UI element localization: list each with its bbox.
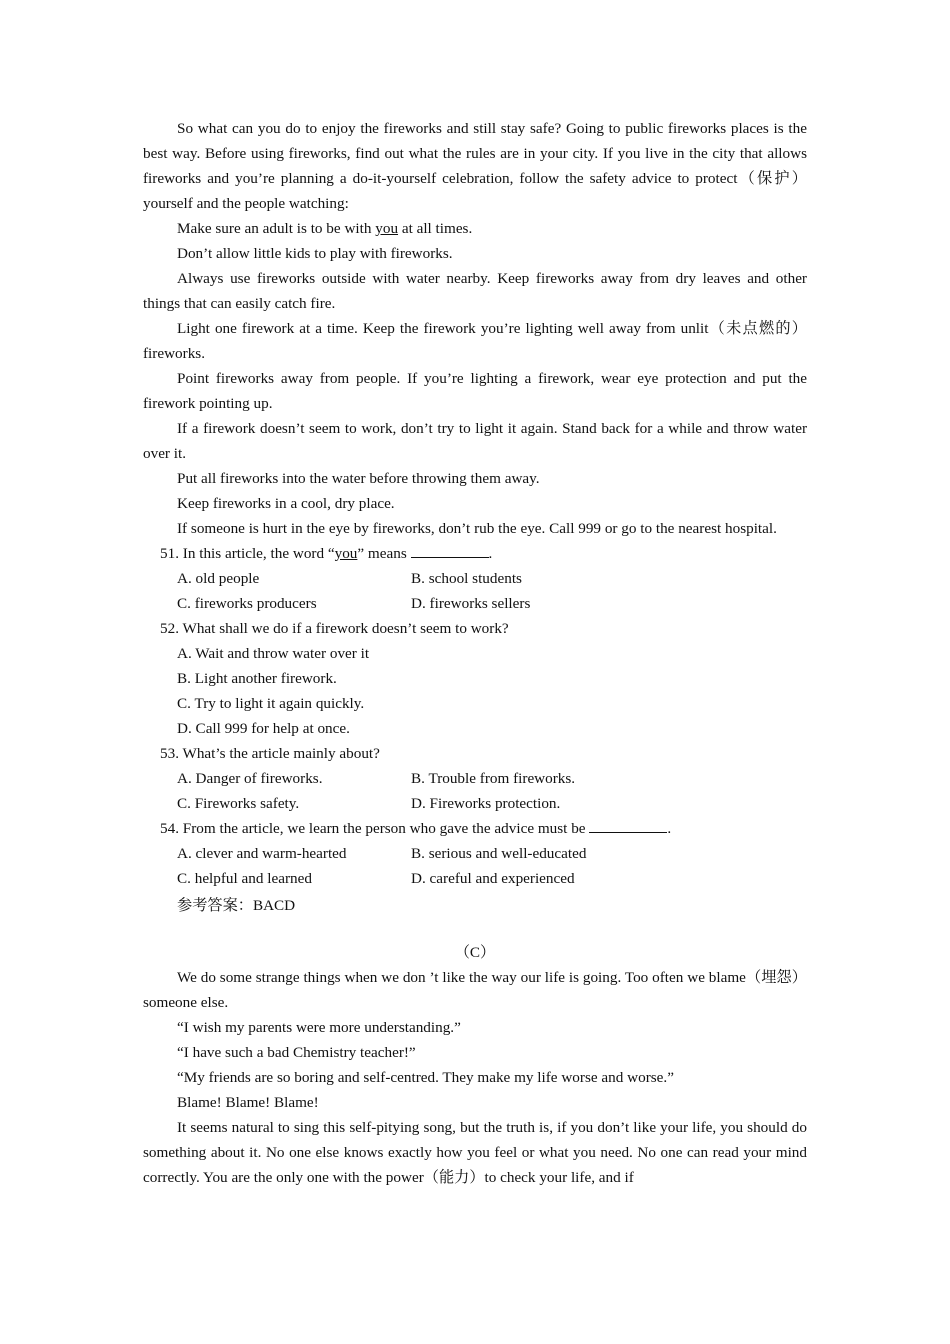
question-52: 52. What shall we do if a firework doesn’t seem to work? [160, 620, 509, 637]
passage-c-body: It seems natural to sing this self-pitying song, but the truth is, if you don’t like your life, you should do something about it. No one else knows exactly how you feel or what you need. No one can read your mind correctly. You are the only one with the power（能力）to check your life, and if [143, 1119, 807, 1186]
safety-tip-7: Put all fireworks into the water before throwing them away. [177, 470, 540, 487]
question-53-options-ab: A. Danger of fireworks. B. Trouble from fireworks. [177, 770, 576, 787]
safety-tip-4: Light one firework at a time. Keep the firework you’re lighting well away from unlit（未点燃的）fireworks. [143, 320, 807, 362]
quote-2: “I have such a bad Chemistry teacher!” [177, 1044, 416, 1061]
underlined-you: you [375, 220, 399, 237]
question-54: 54. From the article, we learn the person who gave the advice must be . [160, 820, 672, 837]
answer-key: 参考答案：BACD [177, 897, 296, 914]
question-53: 53. What’s the article mainly about? [160, 745, 380, 762]
safety-tip-3: Always use fireworks outside with water nearby. Keep fireworks away from dry leaves and other things that can easily catch fire. [143, 270, 807, 312]
document-page [143, 116, 807, 1190]
safety-tip-8: Keep fireworks in a cool, dry place. [177, 495, 395, 512]
question-53-options-cd: C. Fireworks safety. D. Fireworks protection. [177, 795, 561, 812]
question-51: 51. In this article, the word “you” means . [160, 545, 493, 562]
question-51-options-ab: A. old people B. school students [177, 570, 522, 587]
safety-tip-6: If a firework doesn’t seem to work, don’t try to light it again. Stand back for a while and throw water over it. [143, 420, 807, 462]
answer-blank [589, 819, 667, 833]
safety-tip-5: Point fireworks away from people. If you’re lighting a firework, wear eye protection and put the firework pointing up. [143, 370, 807, 412]
blame-line: Blame! Blame! Blame! [177, 1094, 319, 1111]
safety-tip-1: Make sure an adult is to be with you at all times. [177, 220, 473, 237]
question-54-options-cd: C. helpful and learned D. careful and experienced [177, 870, 575, 887]
quote-3: “My friends are so boring and self-centred. They make my life worse and worse.” [177, 1069, 674, 1086]
question-51-options-cd: C. fireworks producers D. fireworks sellers [177, 595, 531, 612]
passage-b-intro: So what can you do to enjoy the fireworks and still stay safe? Going to public fireworks places is the best way. Before using fireworks, find out what the rules are in your city. If you live in the city that allows fireworks and you’re planning a do-it-yourself celebration, follow the safety advice to protect（保护）yourself and the people watching: [143, 120, 807, 212]
answer-blank [411, 544, 489, 558]
question-52-option-d: D. Call 999 for help at once. [177, 720, 350, 737]
quote-1: “I wish my parents were more understanding.” [177, 1019, 461, 1036]
section-heading-c: （C） [454, 944, 496, 961]
passage-c-intro: We do some strange things when we don ’t like the way our life is going. Too often we blame（埋怨）someone else. [143, 969, 807, 1011]
question-54-options-ab: A. clever and warm-hearted B. serious and well-educated [177, 845, 587, 862]
question-52-option-b: B. Light another firework. [177, 670, 337, 687]
question-52-option-c: C. Try to light it again quickly. [177, 695, 365, 712]
question-52-option-a: A. Wait and throw water over it [177, 645, 370, 662]
safety-tip-9: If someone is hurt in the eye by fireworks, don’t rub the eye. Call 999 or go to the nearest hospital. [177, 520, 777, 537]
safety-tip-2: Don’t allow little kids to play with fireworks. [177, 245, 453, 262]
